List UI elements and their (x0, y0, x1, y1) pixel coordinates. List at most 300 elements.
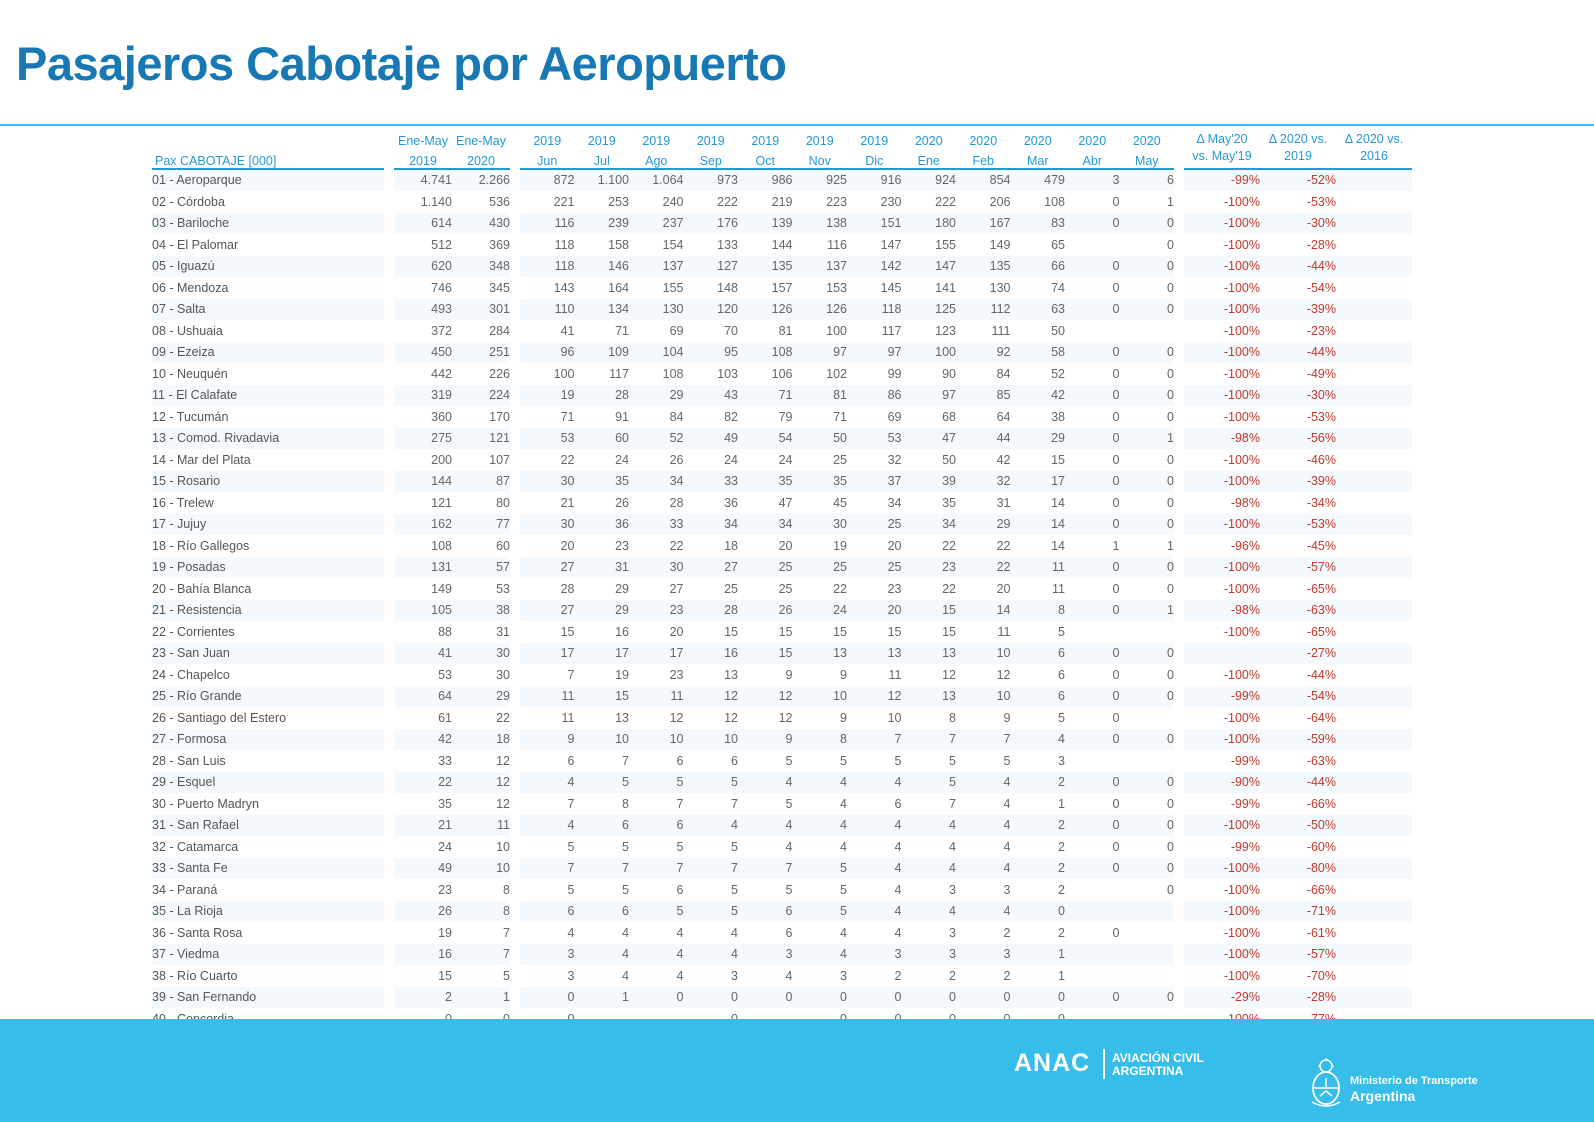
column-gap (510, 407, 520, 429)
monthly-value-cell: 4 (956, 858, 1011, 880)
monthly-value-cell: 155 (629, 278, 684, 300)
delta-value-cell: -63% (1260, 600, 1336, 622)
airport-name-cell: 36 - Santa Rosa (152, 923, 384, 945)
monthly-value-cell: 157 (738, 278, 793, 300)
monthly-value-cell: 26 (629, 450, 684, 472)
delta-value-cell: -100% (1184, 299, 1260, 321)
monthly-value-cell: 0 (1120, 342, 1175, 364)
airport-name-cell: 20 - Bahía Blanca (152, 579, 384, 601)
monthly-value-cell: 71 (575, 321, 630, 343)
ytd-value-cell: 1 (452, 987, 510, 1009)
column-gap (1174, 901, 1184, 923)
monthly-value-cell: 5 (738, 880, 793, 902)
delta-value-cell (1336, 794, 1412, 816)
monthly-value-cell: 133 (684, 235, 739, 257)
monthly-value-cell: 1 (1120, 600, 1175, 622)
monthly-value-cell: 153 (793, 278, 848, 300)
ytd-value-cell: 38 (452, 600, 510, 622)
table-row (152, 235, 1412, 257)
delta-value-cell (1336, 299, 1412, 321)
column-gap (1174, 493, 1184, 515)
monthly-value-cell (1065, 880, 1120, 902)
monthly-value-cell: 50 (1011, 321, 1066, 343)
monthly-value-cell: 4 (902, 901, 957, 923)
column-gap (384, 321, 394, 343)
monthly-value-cell: 167 (956, 213, 1011, 235)
monthly-value-cell: 30 (793, 514, 848, 536)
monthly-value-cell: 100 (793, 321, 848, 343)
monthly-value-cell: 7 (684, 858, 739, 880)
ytd-value-cell: 23 (394, 880, 452, 902)
monthly-value-cell: 10 (793, 686, 848, 708)
monthly-value-cell: 222 (902, 192, 957, 214)
ytd-value-cell: 11 (452, 815, 510, 837)
monthly-value-cell: 12 (684, 686, 739, 708)
column-gap (1174, 815, 1184, 837)
table-row (152, 342, 1412, 364)
monthly-value-cell: 4 (629, 966, 684, 988)
monthly-value-cell: 9 (956, 708, 1011, 730)
monthly-value-cell: 7 (575, 751, 630, 773)
table-row (152, 278, 1412, 300)
delta-value-cell (1336, 428, 1412, 450)
ytd-value-cell: 80 (452, 493, 510, 515)
column-gap (510, 557, 520, 579)
monthly-value-cell: 6 (847, 794, 902, 816)
column-gap (1174, 686, 1184, 708)
column-gap (384, 815, 394, 837)
column-gap (510, 256, 520, 278)
monthly-value-cell: 10 (575, 729, 630, 751)
monthly-value-cell: 10 (629, 729, 684, 751)
monthly-value-cell: 118 (847, 299, 902, 321)
column-gap (1174, 342, 1184, 364)
monthly-value-cell: 83 (1011, 213, 1066, 235)
monthly-value-cell: 925 (793, 170, 848, 192)
delta-value-cell (1336, 235, 1412, 257)
monthly-value-cell: 219 (738, 192, 793, 214)
monthly-value-cell: 5 (684, 837, 739, 859)
ytd-value-cell: 7 (452, 923, 510, 945)
table-row (152, 622, 1412, 644)
airport-name-cell: 18 - Río Gallegos (152, 536, 384, 558)
monthly-value-cell: 139 (738, 213, 793, 235)
header-month-name: Abr (1065, 148, 1120, 170)
ytd-value-cell: 12 (452, 751, 510, 773)
monthly-value-cell: 127 (684, 256, 739, 278)
delta-value-cell: -66% (1260, 794, 1336, 816)
monthly-value-cell: 4 (847, 880, 902, 902)
column-gap (1174, 192, 1184, 214)
ytd-value-cell: 372 (394, 321, 452, 343)
monthly-value-cell: 15 (847, 622, 902, 644)
monthly-value-cell: 91 (575, 407, 630, 429)
monthly-value-cell: 71 (793, 407, 848, 429)
ytd-value-cell: 345 (452, 278, 510, 300)
monthly-value-cell: 0 (1065, 794, 1120, 816)
monthly-value-cell (1065, 751, 1120, 773)
column-gap (510, 278, 520, 300)
delta-value-cell (1336, 256, 1412, 278)
header-month-name: Sep (684, 148, 739, 170)
monthly-value-cell: 0 (1120, 407, 1175, 429)
column-gap (384, 385, 394, 407)
monthly-value-cell: 5 (1011, 622, 1066, 644)
header-delta (1184, 128, 1260, 170)
monthly-value-cell: 15 (1011, 450, 1066, 472)
airport-name-cell: 15 - Rosario (152, 471, 384, 493)
table-row (152, 471, 1412, 493)
monthly-value-cell: 123 (902, 321, 957, 343)
monthly-value-cell: 0 (1120, 493, 1175, 515)
delta-value-cell: -52% (1260, 170, 1336, 192)
ytd-value-cell: 12 (452, 794, 510, 816)
column-gap (1174, 579, 1184, 601)
monthly-value-cell: 206 (956, 192, 1011, 214)
monthly-value-cell: 0 (1120, 213, 1175, 235)
delta-value-cell: -100% (1184, 364, 1260, 386)
ytd-value-cell: 57 (452, 557, 510, 579)
monthly-value-cell: 1 (1120, 536, 1175, 558)
column-gap (1174, 148, 1184, 170)
table-row (152, 923, 1412, 945)
monthly-value-cell: 7 (902, 794, 957, 816)
monthly-value-cell: 17 (575, 643, 630, 665)
monthly-value-cell: 22 (793, 579, 848, 601)
monthly-value-cell: 7 (738, 858, 793, 880)
column-gap (510, 837, 520, 859)
monthly-value-cell: 5 (902, 751, 957, 773)
monthly-value-cell: 4 (793, 923, 848, 945)
monthly-value-cell: 6 (575, 815, 630, 837)
monthly-value-cell: 15 (684, 622, 739, 644)
column-gap (1174, 557, 1184, 579)
delta-value-cell: -61% (1260, 923, 1336, 945)
ytd-value-cell: 7 (452, 944, 510, 966)
monthly-value-cell: 916 (847, 170, 902, 192)
column-gap (384, 858, 394, 880)
monthly-value-cell: 1 (1065, 536, 1120, 558)
monthly-value-cell: 13 (793, 643, 848, 665)
monthly-value-cell: 23 (629, 665, 684, 687)
column-gap (1174, 514, 1184, 536)
column-gap (510, 579, 520, 601)
monthly-value-cell: 10 (956, 643, 1011, 665)
monthly-value-cell: 3 (520, 966, 575, 988)
monthly-value-cell: 0 (1120, 837, 1175, 859)
monthly-value-cell: 13 (902, 643, 957, 665)
delta-value-cell (1336, 557, 1412, 579)
delta-value-cell: -98% (1184, 428, 1260, 450)
table-row (152, 557, 1412, 579)
monthly-value-cell: 10 (847, 708, 902, 730)
monthly-value-cell: 7 (956, 729, 1011, 751)
table-row (152, 170, 1412, 192)
monthly-value-cell: 34 (847, 493, 902, 515)
column-gap (384, 493, 394, 515)
monthly-value-cell: 5 (575, 880, 630, 902)
delta-value-cell: -90% (1184, 772, 1260, 794)
monthly-value-cell: 0 (1120, 794, 1175, 816)
monthly-value-cell (1120, 622, 1175, 644)
column-gap (384, 256, 394, 278)
monthly-value-cell: 0 (1120, 557, 1175, 579)
monthly-value-cell: 986 (738, 170, 793, 192)
column-gap (1174, 923, 1184, 945)
monthly-value-cell: 22 (520, 450, 575, 472)
monthly-value-cell: 31 (575, 557, 630, 579)
monthly-value-cell: 117 (575, 364, 630, 386)
delta-value-cell: -99% (1184, 170, 1260, 192)
header-delta-line1: Δ 2020 vs. (1268, 132, 1328, 146)
monthly-value-cell: 12 (684, 708, 739, 730)
monthly-value-cell: 126 (738, 299, 793, 321)
monthly-value-cell: 81 (793, 385, 848, 407)
delta-value-cell: -100% (1184, 880, 1260, 902)
monthly-value-cell: 0 (1065, 213, 1120, 235)
column-gap (510, 987, 520, 1009)
monthly-value-cell (1065, 901, 1120, 923)
airport-name-cell: 39 - San Fernando (152, 987, 384, 1009)
monthly-value-cell: 95 (684, 342, 739, 364)
column-gap (1174, 880, 1184, 902)
ytd-value-cell: 31 (452, 622, 510, 644)
delta-value-cell: -30% (1260, 385, 1336, 407)
monthly-value-cell: 100 (902, 342, 957, 364)
column-gap (1174, 729, 1184, 751)
monthly-value-cell: 4 (629, 944, 684, 966)
monthly-value-cell: 65 (1011, 235, 1066, 257)
monthly-value-cell: 7 (520, 858, 575, 880)
monthly-value-cell: 4 (956, 772, 1011, 794)
column-gap (510, 148, 520, 170)
table-row (152, 665, 1412, 687)
monthly-value-cell: 0 (1120, 686, 1175, 708)
header-delta-line2: 2019 (1284, 149, 1312, 163)
ytd-value-cell: 275 (394, 428, 452, 450)
monthly-value-cell: 2 (1011, 772, 1066, 794)
monthly-value-cell: 253 (575, 192, 630, 214)
airport-name-cell: 32 - Catamarca (152, 837, 384, 859)
airport-name-cell: 08 - Ushuaia (152, 321, 384, 343)
monthly-value-cell: 1 (1011, 966, 1066, 988)
column-gap (1174, 622, 1184, 644)
delta-value-cell: -29% (1184, 987, 1260, 1009)
column-gap (1174, 600, 1184, 622)
delta-value-cell: -44% (1260, 342, 1336, 364)
ytd-value-cell: 620 (394, 256, 452, 278)
monthly-value-cell: 34 (902, 514, 957, 536)
monthly-value-cell: 11 (956, 622, 1011, 644)
airport-name-cell: 26 - Santiago del Estero (152, 708, 384, 730)
ytd-value-cell: 1.140 (394, 192, 452, 214)
monthly-value-cell: 30 (520, 471, 575, 493)
ytd-value-cell: 60 (452, 536, 510, 558)
monthly-value-cell: 64 (956, 407, 1011, 429)
monthly-value-cell: 5 (902, 772, 957, 794)
table-row (152, 880, 1412, 902)
delta-value-cell (1184, 643, 1260, 665)
monthly-value-cell: 3 (520, 944, 575, 966)
column-gap (510, 901, 520, 923)
airport-name-cell: 25 - Río Grande (152, 686, 384, 708)
monthly-value-cell: 69 (847, 407, 902, 429)
delta-value-cell: -46% (1260, 450, 1336, 472)
ytd-value-cell: 2 (394, 987, 452, 1009)
delta-value-cell: -56% (1260, 428, 1336, 450)
delta-value-cell: -100% (1184, 923, 1260, 945)
monthly-value-cell: 13 (684, 665, 739, 687)
monthly-value-cell: 0 (1120, 772, 1175, 794)
monthly-value-cell: 32 (847, 450, 902, 472)
monthly-value-cell: 4 (847, 815, 902, 837)
monthly-value-cell: 29 (629, 385, 684, 407)
monthly-value-cell: 0 (1065, 278, 1120, 300)
column-gap (1174, 385, 1184, 407)
column-gap (384, 450, 394, 472)
table-row (152, 192, 1412, 214)
column-gap (1174, 471, 1184, 493)
monthly-value-cell: 5 (684, 772, 739, 794)
column-gap (1174, 665, 1184, 687)
monthly-value-cell: 11 (629, 686, 684, 708)
column-gap (384, 364, 394, 386)
monthly-value-cell: 12 (902, 665, 957, 687)
monthly-value-cell: 25 (738, 557, 793, 579)
monthly-value-cell: 11 (520, 708, 575, 730)
airport-name-cell: 21 - Resistencia (152, 600, 384, 622)
monthly-value-cell: 0 (847, 987, 902, 1009)
monthly-value-cell: 0 (1065, 815, 1120, 837)
monthly-value-cell: 4 (793, 815, 848, 837)
column-gap (384, 213, 394, 235)
table-row (152, 536, 1412, 558)
delta-value-cell: -71% (1260, 901, 1336, 923)
delta-value-cell: -39% (1260, 471, 1336, 493)
monthly-value-cell: 130 (629, 299, 684, 321)
monthly-value-cell: 0 (684, 987, 739, 1009)
monthly-value-cell: 25 (793, 450, 848, 472)
monthly-value-cell: 4 (684, 923, 739, 945)
monthly-value-cell: 0 (629, 987, 684, 1009)
ytd-value-cell: 360 (394, 407, 452, 429)
airport-name-cell: 34 - Paraná (152, 880, 384, 902)
column-gap (384, 428, 394, 450)
column-gap (1174, 751, 1184, 773)
column-gap (510, 493, 520, 515)
ytd-value-cell: 21 (394, 815, 452, 837)
monthly-value-cell: 66 (1011, 256, 1066, 278)
monthly-value-cell: 144 (738, 235, 793, 257)
monthly-value-cell: 22 (902, 579, 957, 601)
monthly-value-cell: 145 (847, 278, 902, 300)
delta-value-cell: -70% (1260, 966, 1336, 988)
delta-value-cell: -96% (1184, 536, 1260, 558)
column-gap (1174, 987, 1184, 1009)
monthly-value-cell: 4 (520, 815, 575, 837)
ytd-value-cell: 614 (394, 213, 452, 235)
monthly-value-cell: 0 (1120, 987, 1175, 1009)
monthly-value-cell: 0 (1065, 256, 1120, 278)
delta-value-cell: -100% (1184, 321, 1260, 343)
monthly-value-cell: 0 (1120, 880, 1175, 902)
monthly-value-cell: 134 (575, 299, 630, 321)
monthly-value-cell: 3 (1011, 751, 1066, 773)
monthly-value-cell: 25 (847, 514, 902, 536)
monthly-value-cell: 18 (684, 536, 739, 558)
monthly-value-cell: 221 (520, 192, 575, 214)
monthly-value-cell: 7 (684, 794, 739, 816)
delta-value-cell: -57% (1260, 944, 1336, 966)
delta-value-cell (1336, 815, 1412, 837)
delta-value-cell (1336, 751, 1412, 773)
monthly-value-cell: 4 (847, 901, 902, 923)
column-gap (1174, 708, 1184, 730)
airport-name-cell: 03 - Bariloche (152, 213, 384, 235)
column-gap (1174, 256, 1184, 278)
monthly-value-cell: 27 (520, 600, 575, 622)
header-month-year: 2019 (696, 134, 725, 148)
column-gap (1174, 772, 1184, 794)
monthly-value-cell: 10 (956, 686, 1011, 708)
monthly-value-cell: 27 (629, 579, 684, 601)
monthly-value-cell: 0 (1120, 450, 1175, 472)
monthly-value-cell: 0 (1120, 815, 1175, 837)
monthly-value-cell: 9 (738, 665, 793, 687)
monthly-value-cell: 22 (956, 557, 1011, 579)
header-month-year: 2020 (1023, 134, 1052, 148)
table-row (152, 256, 1412, 278)
ytd-value-cell: 121 (452, 428, 510, 450)
monthly-value-cell: 84 (956, 364, 1011, 386)
monthly-value-cell: 5 (629, 837, 684, 859)
monthly-value-cell: 0 (1065, 643, 1120, 665)
monthly-value-cell: 12 (629, 708, 684, 730)
airport-name-cell: 19 - Posadas (152, 557, 384, 579)
monthly-value-cell: 5 (520, 837, 575, 859)
column-gap (384, 665, 394, 687)
airport-name-cell: 24 - Chapelco (152, 665, 384, 687)
monthly-value-cell: 33 (684, 471, 739, 493)
monthly-value-cell: 17 (520, 643, 575, 665)
ytd-value-cell: 16 (394, 944, 452, 966)
header-month-year: 2019 (587, 134, 616, 148)
monthly-value-cell: 8 (575, 794, 630, 816)
header-ytd-year: 2020 (452, 148, 510, 170)
column-gap (510, 213, 520, 235)
monthly-value-cell: 97 (847, 342, 902, 364)
monthly-value-cell: 4 (793, 772, 848, 794)
column-gap (510, 342, 520, 364)
monthly-value-cell: 42 (1011, 385, 1066, 407)
monthly-value-cell: 25 (793, 557, 848, 579)
ytd-value-cell: 49 (394, 858, 452, 880)
header-month-year: 2019 (751, 134, 780, 148)
monthly-value-cell: 102 (793, 364, 848, 386)
table-row (152, 579, 1412, 601)
delta-value-cell: -57% (1260, 557, 1336, 579)
column-gap (1174, 837, 1184, 859)
monthly-value-cell: 1 (575, 987, 630, 1009)
monthly-value-cell: 47 (902, 428, 957, 450)
monthly-value-cell: 22 (629, 536, 684, 558)
monthly-value-cell: 5 (684, 880, 739, 902)
delta-value-cell (1336, 686, 1412, 708)
monthly-value-cell: 2 (1011, 837, 1066, 859)
ytd-value-cell: 61 (394, 708, 452, 730)
monthly-value-cell: 3 (956, 880, 1011, 902)
monthly-value-cell: 164 (575, 278, 630, 300)
